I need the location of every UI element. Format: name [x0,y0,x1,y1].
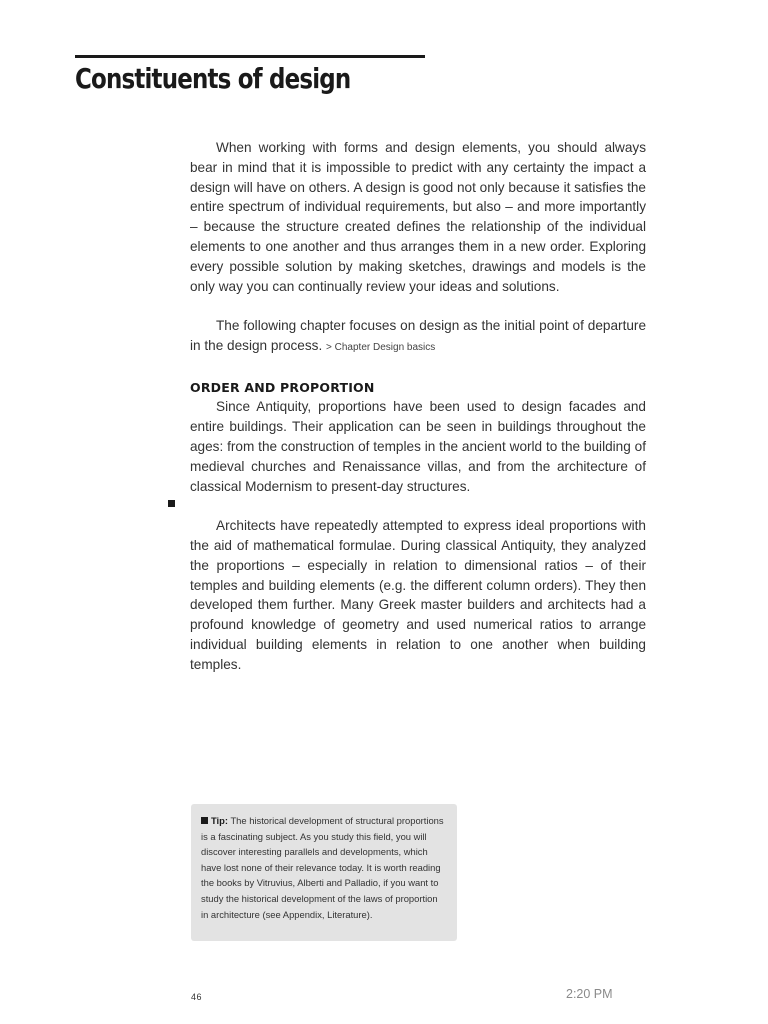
tip-box [191,804,457,941]
tip-square-icon [201,817,208,824]
intro-paragraph-2-text: The following chapter focuses on design as the initial point of departure in the design process. [190,318,646,353]
paragraph-gap [190,358,646,378]
page-number: 46 [191,992,203,1002]
tip-text: The historical development of structural proportions is a fascinating subject. As you study this field, you will discover interesting parallels and developments, which have lost none of their relevance today. It is worth reading the books by Vitruvius, Alberti and Palladio, if you want to study the historical development of the laws of proportion in architecture (see Appendix, Literature). [201,815,444,920]
tip-label: Tip: [211,815,229,826]
intro-paragraph-1: When working with forms and design elements, you should always bear in mind that it is impossible to predict with any certainty the impact a design will have on others. A design is good not only because it satisfies the entire spectrum of individual requirements, but also – and more importantly – because the structure created defines the relationship of the individual elements to one another and thus arranges them in a new order. Exploring every possible solution by making sketches, drawings and models is the only way you can continually review your ideas and solutions. [190,140,646,294]
body-text-column [190,138,646,675]
margin-square-marker [168,500,175,507]
page-title: Constituents of design [75,62,351,95]
title-rule [75,55,425,58]
paragraph-gap [190,496,646,516]
intro-paragraph-2 [190,316,646,358]
paragraph-gap [190,296,646,316]
section-heading: ORDER AND PROPORTION [190,379,375,395]
chapter-cross-reference: > Chapter Design basics [326,341,436,353]
section-paragraph-2: Architects have repeatedly attempted to express ideal proportions with the aid of mathematical formulae. During classical Antiquity, they analyzed the proportions – especially in relation to dimensional ratios – of their temples and building elements (e.g. the different column orders). They then developed them further. Many Greek master builders and architects had a profound knowledge of geometry and used numerical ratios to arrange individual building elements in relation to one another when building temples. [190,518,646,672]
status-time: 2:20 PM [566,987,613,1001]
section-paragraph-1: Since Antiquity, proportions have been used to design facades and entire buildings. Their application can be seen in buildings throughout the ages: from the construction of temples in the ancient world to the building of medieval churches and Renaissance villas, and from the architecture of classical Modernism to present-day structures. [190,399,646,494]
